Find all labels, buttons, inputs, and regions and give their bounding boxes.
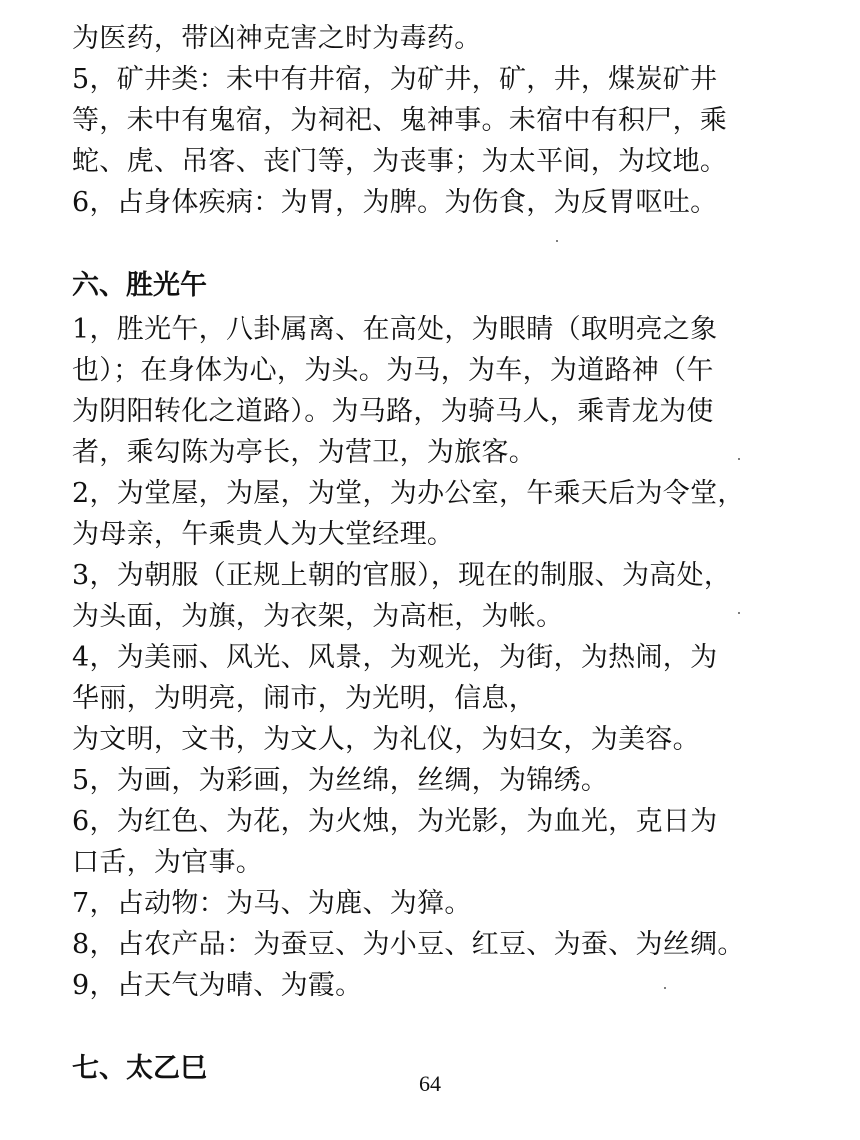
text-line: 4，为美丽、风光、风景，为观光，为街，为热闹，为 [72, 642, 718, 673]
text-line: 为文明，文书，为文人，为礼仪，为妇女，为美容。 [72, 724, 700, 755]
document-page [72, 18, 752, 1092]
section-six [72, 263, 752, 1006]
text-line: 9，占天气为晴、为霞。 [72, 970, 363, 1001]
section-gap [72, 1006, 752, 1046]
text-line: 7，占动物：为马、为鹿、为獐。 [72, 888, 472, 919]
text-line: 5，为画，为彩画，为丝绵，丝绸，为锦绣。 [72, 765, 609, 796]
page-number: 64 [419, 1071, 441, 1096]
text-line: 为阴阳转化之道路）。为马路，为骑马人，乘青龙为使 [72, 396, 714, 427]
text-line: 等，未中有鬼宿，为祠祀、鬼神事。未宿中有积尸，乘 [72, 105, 728, 136]
text-line: 5，矿井类：未中有井宿，为矿井，矿，井，煤炭矿井 [72, 64, 718, 95]
text-line: 为头面，为旗，为衣架，为高柜，为帐。 [72, 601, 564, 632]
text-line: 3，为朝服（正规上朝的官服），现在的制服、为高处， [72, 560, 732, 591]
scan-speck [556, 240, 558, 242]
text-line: 蛇、虎、吊客、丧门等，为丧事；为太平间，为坟地。 [72, 146, 728, 177]
text-line: 2，为堂屋，为屋，为堂，为办公室，午乘天后为令堂， [72, 478, 745, 509]
text-line: 6，为红色、为花，为火烛，为光影，为血光，克日为 [72, 806, 718, 837]
text-line: 为母亲，午乘贵人为大堂经理。 [72, 519, 455, 550]
text-line: 8，占农产品：为蚕豆、为小豆、红豆、为蚕、为丝绸。 [72, 929, 745, 960]
section-heading: 六、胜光午 [72, 270, 207, 301]
previous-section-continuation [72, 18, 752, 223]
text-line: 也）；在身体为心，为头。为马，为车，为道路神（午 [72, 355, 714, 386]
scan-speck [664, 987, 666, 989]
scan-speck [738, 458, 740, 460]
section-heading: 七、太乙巳 [72, 1053, 207, 1084]
text-line: 6，占身体疾病：为胃，为脾。为伤食，为反胃呕吐。 [72, 187, 718, 218]
scan-speck [738, 612, 740, 614]
section-gap [72, 223, 752, 263]
text-line: 为医药，带凶神克害之时为毒药。 [72, 23, 482, 54]
text-line: 口舌，为官事。 [72, 847, 264, 878]
text-line: 者，乘勾陈为亭长，为营卫，为旅客。 [72, 437, 537, 468]
text-line: 华丽，为明亮，闹市，为光明，信息， [72, 683, 537, 714]
text-line: 1，胜光午，八卦属离、在高处，为眼睛（取明亮之象 [72, 314, 718, 345]
